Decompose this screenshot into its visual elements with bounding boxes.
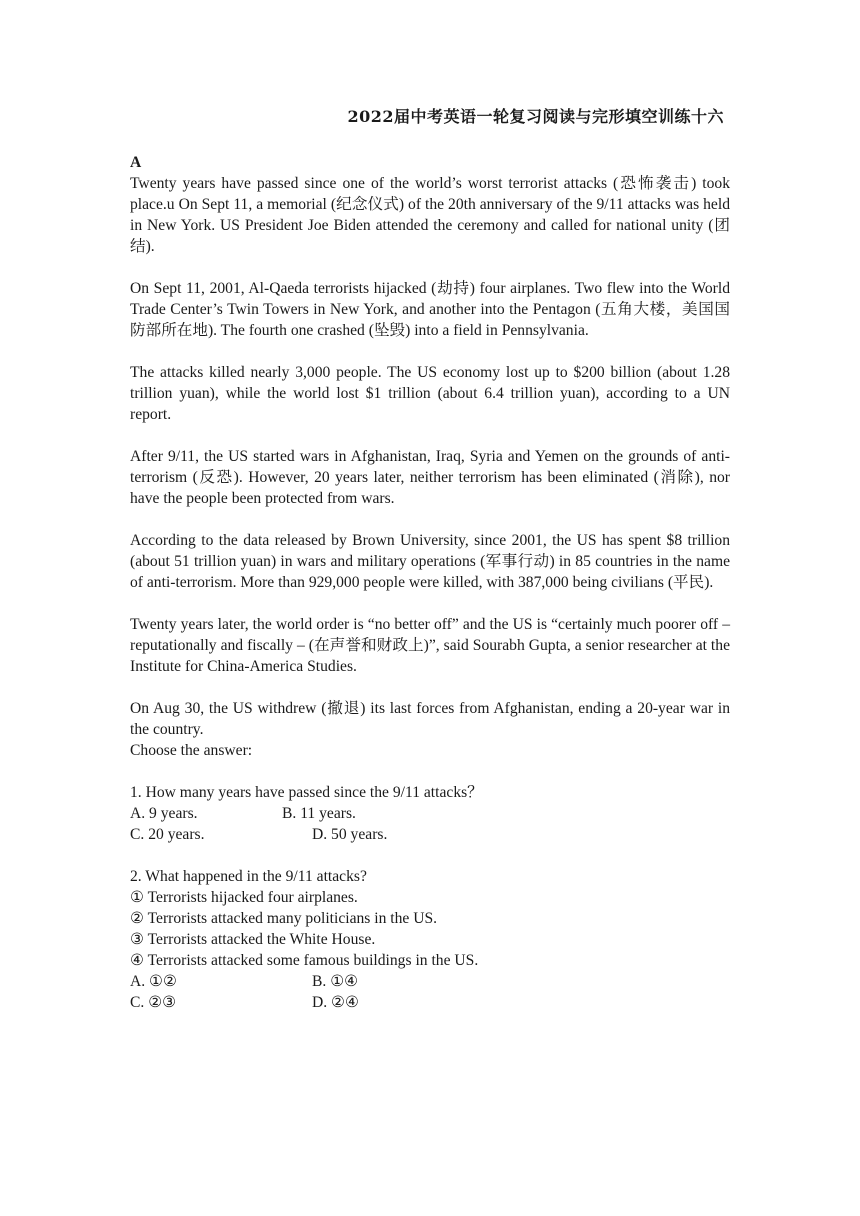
paragraph-2: On Sept 11, 2001, Al-Qaeda terrorists hijacked (劫持) four airplanes. Two flew into the World Trade Center’s Twin Towers in New York, and another into the Pentagon (五角大楼，美国国防部所在地). The fourth one crashed (坠毁) into a field in Pennsylvania. bbox=[130, 280, 730, 339]
statement-3: ③ Terrorists attacked the White House. bbox=[130, 931, 376, 948]
question-2 bbox=[130, 866, 730, 1013]
paragraph-5: According to the data released by Brown University, since 2001, the US has spent $8 trillion (about 51 trillion yuan) in wars and military operations (军事行动) in 85 countries in the name of anti-terrorism. More than 929,000 people were killed, with 387,000 being civilians (平民). bbox=[130, 532, 730, 591]
option-d: D. ②④ bbox=[312, 994, 360, 1011]
options-row bbox=[130, 971, 730, 992]
paragraph-4: After 9/11, the US started wars in Afghanistan, Iraq, Syria and Yemen on the grounds of anti-terrorism (反恐). However, 20 years later, neither terrorism has been eliminated (消除), nor have the people been protected from wars. bbox=[130, 448, 730, 507]
paragraph-7: On Aug 30, the US withdrew (撤退) its last forces from Afghanistan, ending a 20-year war in the country. bbox=[130, 700, 730, 738]
question-text: 2. What happened in the 9/11 attacks? bbox=[130, 868, 367, 885]
statement-4: ④ Terrorists attacked some famous buildings in the US. bbox=[130, 952, 479, 969]
options-row bbox=[130, 803, 730, 824]
option-a: A. 9 years. bbox=[130, 805, 198, 822]
question-1 bbox=[130, 782, 730, 845]
options-row bbox=[130, 992, 730, 1013]
instruction-text: Choose the answer: bbox=[130, 742, 253, 759]
options-row bbox=[130, 824, 730, 845]
paragraph-6: Twenty years later, the world order is “no better off” and the US is “certainly much poorer off – reputationally and fiscally – (在声誉和财政上)”, said Sourabh Gupta, a senior researcher at the Institute for China-America Studies. bbox=[130, 616, 730, 675]
document-body bbox=[130, 152, 730, 1013]
option-c: C. ②③ bbox=[130, 994, 177, 1011]
option-d: D. 50 years. bbox=[312, 826, 388, 843]
paragraph-1: Twenty years have passed since one of the world’s worst terrorist attacks (恐怖袭击) took place.u On Sept 11, a memorial (纪念仪式) of the 20th anniversary of the 9/11 attacks was held in New York. US President Joe Biden attended the ceremony and called for national unity (团结). bbox=[130, 175, 730, 255]
option-a: A. ①② bbox=[130, 973, 178, 990]
document-title: 2022届中考英语一轮复习阅读与完形填空训练十六 bbox=[347, 107, 724, 126]
statement-1: ① Terrorists hijacked four airplanes. bbox=[130, 889, 358, 906]
question-text: 1. How many years have passed since the 9/11 attacks？ bbox=[130, 784, 483, 801]
section-label: A bbox=[130, 154, 142, 171]
option-b: B. 11 years. bbox=[282, 805, 356, 822]
paragraph-3: The attacks killed nearly 3,000 people. The US economy lost up to $200 billion (about 1.28 trillion yuan), while the world lost $1 trillion (about 6.4 trillion yuan), according to a UN report. bbox=[130, 364, 730, 423]
option-c: C. 20 years. bbox=[130, 826, 205, 843]
statement-2: ② Terrorists attacked many politicians in the US. bbox=[130, 910, 438, 927]
option-b: B. ①④ bbox=[312, 973, 359, 990]
